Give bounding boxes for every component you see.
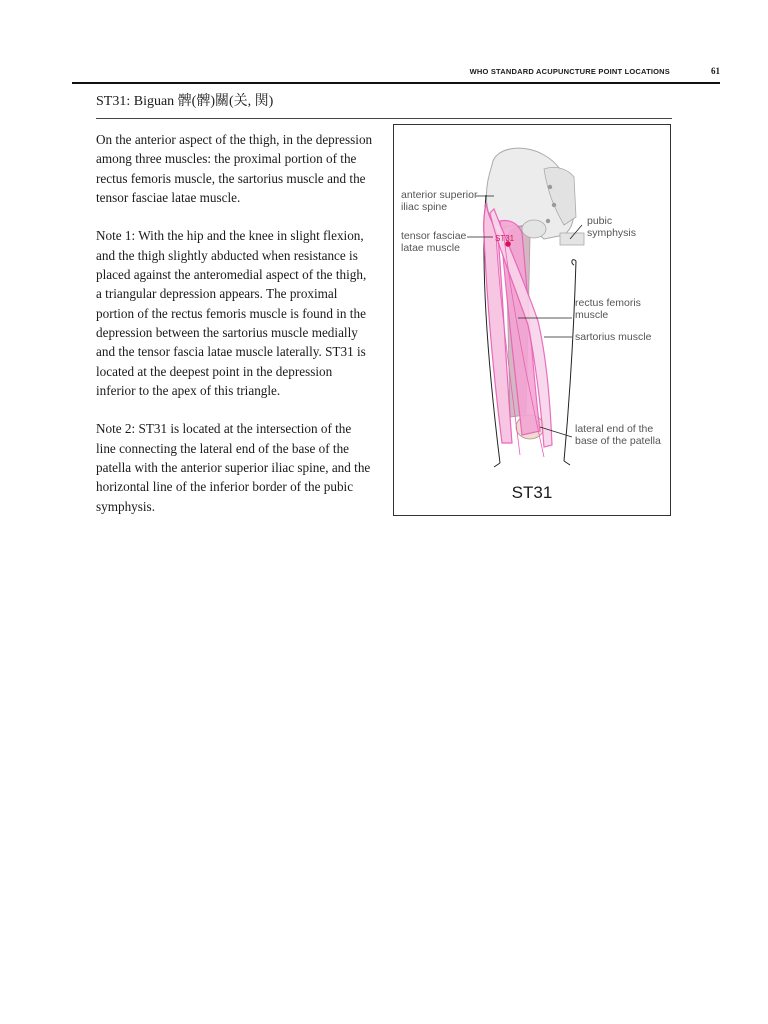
- femoral-head: [522, 220, 546, 238]
- label-pubic-symphysis: pubic symphysis: [587, 215, 637, 239]
- figure-caption: ST31: [511, 483, 553, 502]
- running-head: [72, 64, 720, 84]
- st31-figure: [393, 124, 671, 516]
- pubic-bone: [560, 233, 584, 245]
- running-title: WHO STANDARD ACUPUNCTURE POINT LOCATIONS: [469, 67, 670, 76]
- body-text: [96, 130, 374, 535]
- label-asis: anterior superior iliac spine: [401, 189, 478, 213]
- label-patella: lateral end of the base of the patella: [575, 423, 661, 447]
- point-title: ST31: Biguan 髀(髀)關(关, 関): [96, 92, 672, 119]
- st31-point-label: ST31: [495, 234, 515, 243]
- thigh-illustration: [394, 125, 672, 517]
- note-1-paragraph: Note 1: With the hip and the knee in slight flexion, and the thigh slightly abducted when resistance is placed against the anteromedial aspect of the thigh, a triangular depression appears. The proximal portion of the rectus femoris muscle is found in the depression between the sartorius muscle medially and the tensor fascia latae muscle laterally. ST31 is located at the deepest point in the depression inferior to the apex of this triangle.: [96, 228, 367, 398]
- page-number: 61: [711, 66, 720, 76]
- location-paragraph: On the anterior aspect of the thigh, in the depression among three muscles: the proximal portion of the rectus femoris muscle, the sartorius muscle and the tensor fasciae latae muscle.: [96, 132, 373, 205]
- label-rectus-femoris: rectus femoris muscle: [575, 297, 641, 321]
- label-tensor-fasciae-latae: tensor fasciae latae muscle: [401, 230, 467, 254]
- note-2-paragraph: Note 2: ST31 is located at the intersection of the line connecting the lateral end of the base of the patella with the anterior superior iliac spine, and the horizontal line of the inferior border of the pubic symphysis.: [96, 421, 371, 514]
- label-sartorius: sartorius muscle: [575, 331, 652, 343]
